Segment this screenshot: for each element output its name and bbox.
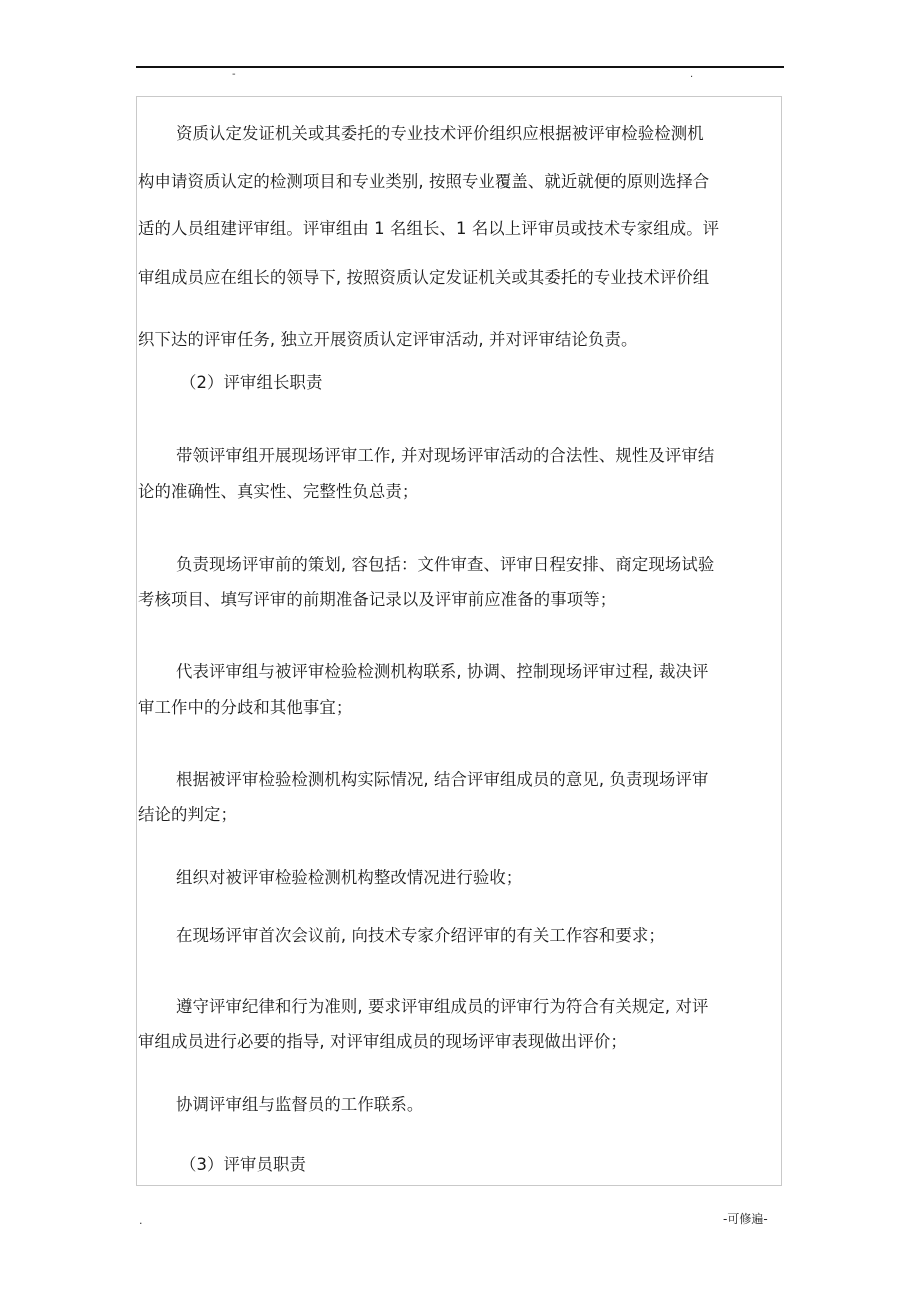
footer-left-mark: . — [139, 1214, 143, 1227]
paragraph-line: 协调评审组与监督员的工作联系。 — [176, 1095, 424, 1114]
header-rule — [136, 66, 784, 68]
paragraph-line: 织下达的评审任务, 独立开展资质认定评审活动, 并对评审结论负责。 — [138, 330, 638, 349]
paragraph-line: 代表评审组与被评审检验检测机构联系, 协调、控制现场评审过程, 裁决评 — [176, 662, 709, 681]
paragraph-line: 考核项目、填写评审的前期准备记录以及评审前应准备的事项等； — [138, 590, 617, 609]
paragraph-line: 资质认定发证机关或其委托的专业技术评价组织应根据被评审检验检测机 — [176, 124, 704, 143]
paragraph-line: 遵守评审纪律和行为准则, 要求评审组成员的评审行为符合有关规定, 对评 — [176, 997, 709, 1016]
paragraph-line: 构申请资质认定的检测项目和专业类别, 按照专业覆盖、就近就便的原则选择合 — [138, 172, 710, 191]
paragraph-line: 论的准确性、真实性、完整性负总责； — [138, 482, 419, 501]
paragraph-line: 组织对被评审检验检测机构整改情况进行验收； — [176, 868, 523, 887]
paragraph-line: 结论的判定； — [138, 805, 237, 824]
footer-note: -可修遍- — [723, 1212, 768, 1226]
paragraph-line: 负责现场评审前的策划, 容包括：文件审查、评审日程安排、商定现场试验 — [176, 555, 715, 574]
paragraph-line: 审工作中的分歧和其他事宜； — [138, 698, 353, 717]
paragraph-line: 带领评审组开展现场评审工作, 并对现场评审活动的合法性、规性及评审结 — [176, 446, 715, 465]
paragraph-line: 根据被评审检验检测机构实际情况, 结合评审组成员的意见, 负责现场评审 — [176, 770, 709, 789]
paragraph-line: 适的人员组建评审组。评审组由 1 名组长、1 名以上评审员或技术专家组成。评 — [138, 219, 720, 238]
section-heading-reviewer: （3）评审员职责 — [180, 1155, 306, 1174]
header-left-mark: - — [232, 69, 236, 80]
paragraph-line: 在现场评审首次会议前, 向技术专家介绍评审的有关工作容和要求； — [176, 926, 665, 945]
section-heading-leader: （2）评审组长职责 — [180, 373, 323, 392]
header-right-mark: . — [690, 69, 694, 80]
paragraph-line: 审组成员进行必要的指导, 对评审组成员的现场评审表现做出评价； — [138, 1032, 627, 1051]
page-content-frame — [136, 96, 782, 1186]
paragraph-line: 审组成员应在组长的领导下, 按照资质认定发证机关或其委托的专业技术评价组 — [138, 268, 710, 287]
